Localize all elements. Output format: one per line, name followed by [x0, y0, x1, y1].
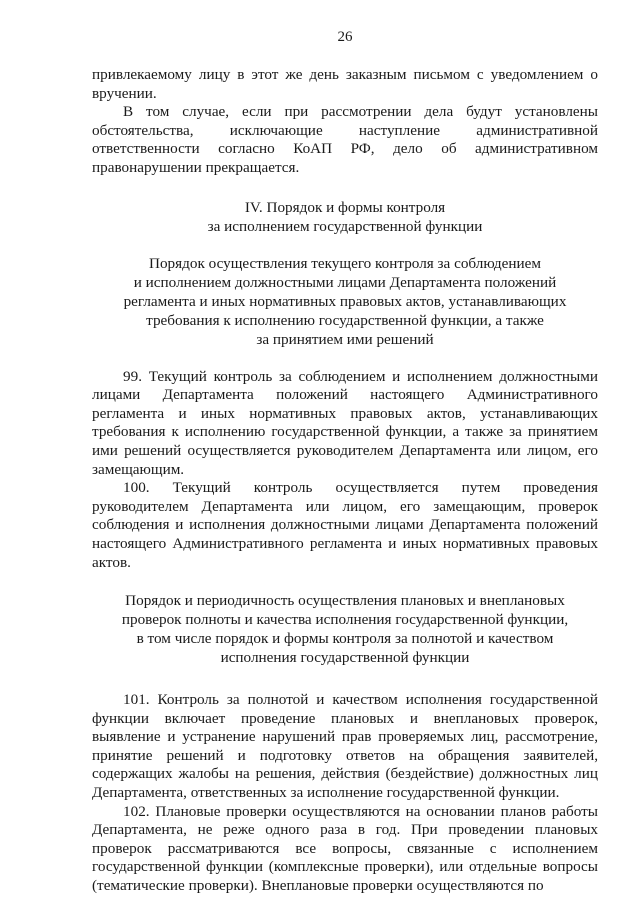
subheading-line: в том числе порядок и формы контроля за полнотой и качеством: [136, 630, 554, 648]
paragraph-case-termination: В том случае, если при рассмотрении дела будут установлены обстоятельства, исключающие наступление административной ответственности согласно КоАП РФ, дело об административном правонарушении прекращается.: [92, 103, 598, 176]
subheading-line: Порядок осуществления текущего контроля за соблюдением: [148, 254, 542, 272]
subheading-line: за принятием ими решений: [256, 330, 434, 348]
subheading-line: регламента и иных нормативных правовых актов, устанавливающих: [123, 292, 567, 310]
paragraph-99: 99. Текущий контроль за соблюдением и исполнением должностными лицами Департамента положений настоящего Административного регламента и иных нормативных правовых актов, устанавливающих требования к исполнению государственной функции, а также за принятием ими решений осуществляется руководителем Департамента или лицом, его замещающим.: [92, 367, 598, 478]
subheading-line: Порядок и периодичность осуществления плановых и внеплановых: [125, 592, 565, 610]
paragraph-101: 101. Контроль за полнотой и качеством исполнения государственной функции включает проведение плановых и внеплановых проверок, выявление и устранение нарушений прав проверяемых лиц, рассмотрение, принятие решений и подготовку ответов на обращения заявителей, содержащих жалобы на решения, действия (бездействие) должностных лиц Департамента, ответственных за исполнение государственной функции.: [92, 691, 598, 802]
document-page: [92, 28, 598, 896]
subheading-planned-inspections: [92, 591, 598, 667]
subheading-current-control: [92, 254, 598, 349]
subheading-line: требования к исполнению государственной функции, а также: [146, 311, 544, 329]
paragraph-100: 100. Текущий контроль осуществляется путем проведения руководителем Департамента или лицом, его замещающим, проверок соблюдения и исполнения должностными лицами Департамента положений настоящего Административного регламента и иных нормативных правовых актов.: [92, 479, 598, 571]
subheading-line: исполнения государственной функции: [220, 649, 470, 667]
paragraph-continuation: привлекаемому лицу в этот же день заказным письмом с уведомлением о вручении.: [92, 66, 598, 102]
subheading-line: и исполнением должностными лицами Департамента положений: [133, 273, 557, 291]
section-title: [92, 198, 598, 236]
section-title-line: за исполнением государственной функции: [207, 217, 483, 235]
subheading-line: проверок полноты и качества исполнения государственной функции,: [121, 611, 569, 629]
section-title-line: IV. Порядок и формы контроля: [244, 198, 446, 216]
paragraph-102: 102. Плановые проверки осуществляются на основании планов работы Департамента, не реже одного раза в год. При проведении плановых проверок рассматриваются все вопросы, связанные с исполнением государственной функции (комплексные проверки), или отдельные вопросы (тематические проверки). Внеплановые проверки осуществляются по: [92, 802, 598, 895]
page-number: 26: [337, 29, 353, 45]
